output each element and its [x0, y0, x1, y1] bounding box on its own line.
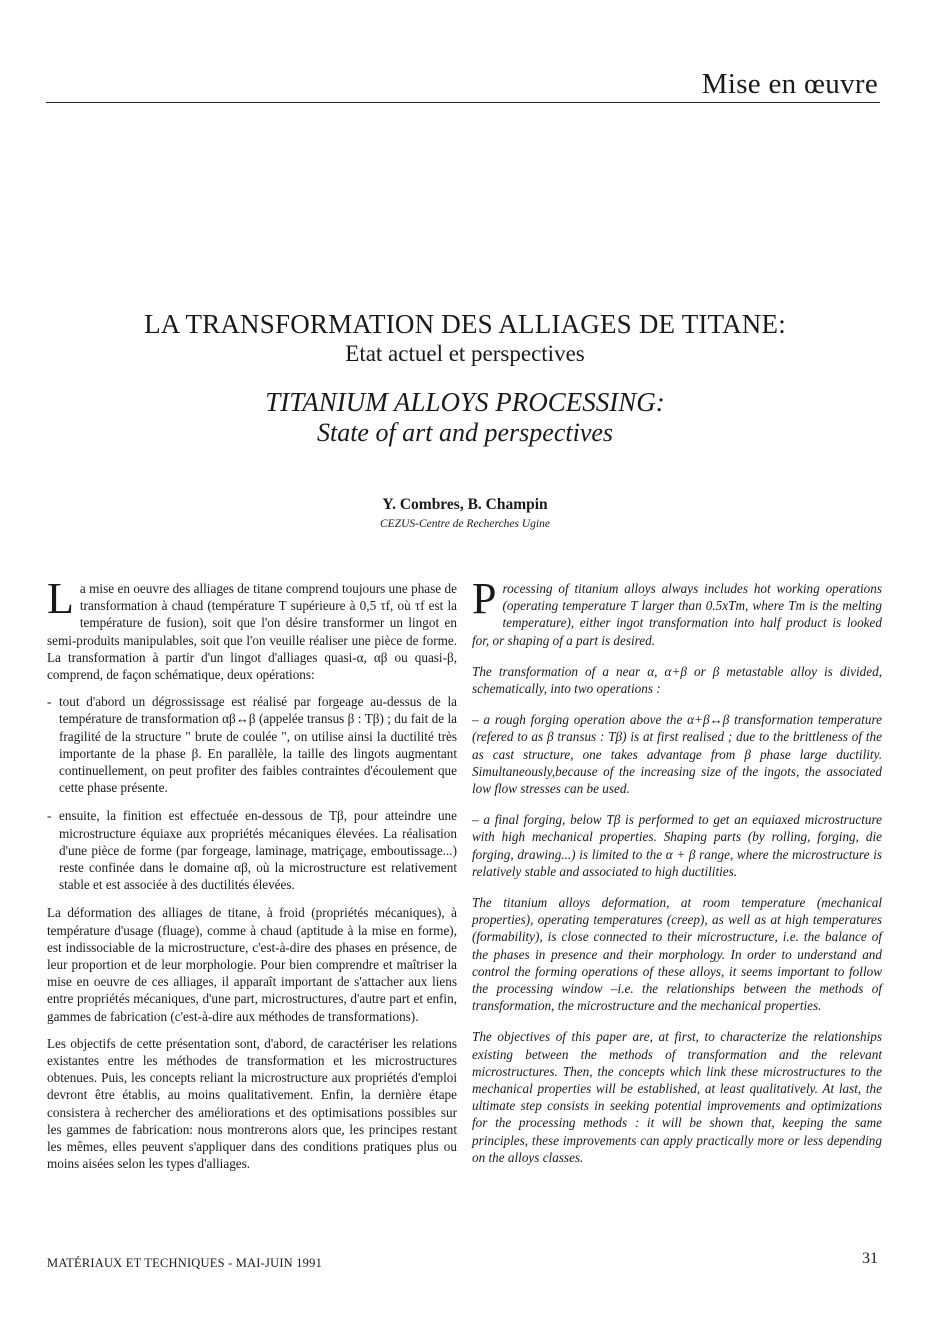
english-dropcap: P — [472, 574, 497, 623]
french-operation-item: - ensuite, la finition est effectuée en-dessous de Tβ, pour atteindre une microstructure équiaxe aux propriétés mécaniques élevées. La réalisation d'une pièce de forme (par forgeage, laminage, matriçage, emboutissage...) reste confinée dans le domaine αβ, où la microstructure est relativement stable et est associée à des ductilités élevées. — [47, 807, 457, 893]
header-rule — [46, 102, 880, 103]
french-operations-list — [47, 693, 457, 893]
english-column — [472, 574, 882, 1180]
affiliation: CEZUS-Centre de Recherches Ugine — [379, 518, 550, 530]
french-intro — [47, 574, 457, 683]
french-intro-text: a mise en oeuvre des alliages de titane comprend toujours une phase de transformation à chaud (température T supérieure à 0,5 τf, où τf est la température de fusion), soit que l'on désire transformer un lingot en semi-produits manipulables, soit que l'on veuille réaliser une pièce de forme. La transformation à partir d'un lingot d'alliages quasi-α, αβ ou quasi-β, comprend, de façon schématique, deux opérations: — [47, 581, 457, 683]
english-subtitle: State of art and perspectives — [316, 418, 614, 447]
french-subtitle: Etat actuel et perspectives — [345, 341, 585, 366]
english-intro — [472, 574, 882, 649]
english-paragraph-1: The transformation of a near α, α+β or β metastable alloy is divided, schematically, into two operations : — [472, 663, 882, 697]
english-paragraph-4: The titanium alloys deformation, at room temperature (mechanical properties), operating temperatures (creep), as well as at high temperatures (formability), is close connected to their microstructure, i.e. the balance of the phases in presence and their morphology. In order to understand and control the forming operations of these alloys, it seems important to follow the processing window –i.e. the relationships between the methods of transformation, the microstructure and the mechanical properties. — [472, 895, 882, 1014]
page-number: 31 — [862, 1250, 878, 1267]
footer-journal: MATÉRIAUX ET TECHNIQUES - MAI-JUIN 1991 — [47, 1256, 323, 1270]
section-title: Mise en œuvre — [701, 68, 878, 100]
english-intro-text: rocessing of titanium alloys always includes hot working operations (operating temperature T larger than 0.5xTm, where Tm is the melting temperature), either ingot transformation into half product is looked for, or shaping of a part is desired. — [472, 581, 882, 648]
title-block — [0, 308, 930, 448]
english-paragraph-5: The objectives of this paper are, at first, to characterize the relationships existing between the methods of transformation and the relevant microstructures. Then, the concepts which link these microstructures to the mechanical properties will be established, at least qualitatively. At last, the ultimate step consists in seeking potential improvements and optimizations for the processing methods : it will be shown that, keeping the same principles, these improvements can apply practically more or less depending on the alloys classes. — [472, 1029, 882, 1165]
french-column — [47, 574, 457, 1183]
english-paragraph-2: – a rough forging operation above the α+β↔β transformation temperature (refered to as β transus : Tβ) is at first realised ; due to the brittleness of the as cast structure, one takes advantage from β phase large ductility. Simultaneously,because of the increasing size of the ingots, the associated low flow stresses can be used. — [472, 712, 882, 797]
english-paragraph-3: – a final forging, below Tβ is performed to get an equiaxed microstructure with high mechanical properties. Shaping parts (by rolling, forging, die forging, drawing...) is limited to the α + β range, where the microstructure is relatively stable and associated to high ductilities. — [472, 812, 882, 879]
french-paragraph-2: La déformation des alliages de titane, à froid (propriétés mécaniques), à température d'usage (fluage), comme à chaud (aptitude à la mise en forme), est indissociable de la microstructure, c'est-à-dire des phases en présence, de leur proportion et de leur morphologie. Pour bien comprendre et maîtriser la mise en oeuvre de ces alliages, il apparaît important de s'attacher aux liens entre propriétés mécaniques, d'une part, microstructures, d'autre part et enfin, gammes de fabrication (c'est-à-dire aux méthodes de transformations). — [47, 905, 457, 1024]
french-paragraph-3: Les objectifs de cette présentation sont, d'abord, de caractériser les relations existantes entre les méthodes de transformation et les microstructures obtenues. Puis, les concepts reliant la microstructure aux propriétés d'emploi devront être établis, au moins qualitativement. Enfin, la dernière étape consistera à rechercher des améliorations et des optimisations possibles sur les gammes de fabrication: nous montrerons alors que, les principes restant les mêmes, elles peuvent s'appliquer dans des conditions pratiques plus ou moins aisées selon les types d'alliages. — [47, 1035, 457, 1172]
authors: Y. Combres, B. Champin — [382, 496, 548, 513]
english-title: TITANIUM ALLOYS PROCESSING: — [265, 387, 665, 417]
french-dropcap: L — [47, 574, 74, 623]
french-title: LA TRANSFORMATION DES ALLIAGES DE TITANE: — [144, 309, 786, 339]
french-operation-item: - tout d'abord un dégrossissage est réalisé par forgeage au-dessus de la température de transformation αβ↔β (appelée transus β : Tβ) ; du fait de la fragilité de la structure " brute de coulée ", on utilise ainsi la ductilité très importante de la phase β. En parallèle, la taille des lingots augmentant continuellement, on peut profiter des faibles contraintes d'écoulement que cette phase présente. — [47, 693, 457, 796]
